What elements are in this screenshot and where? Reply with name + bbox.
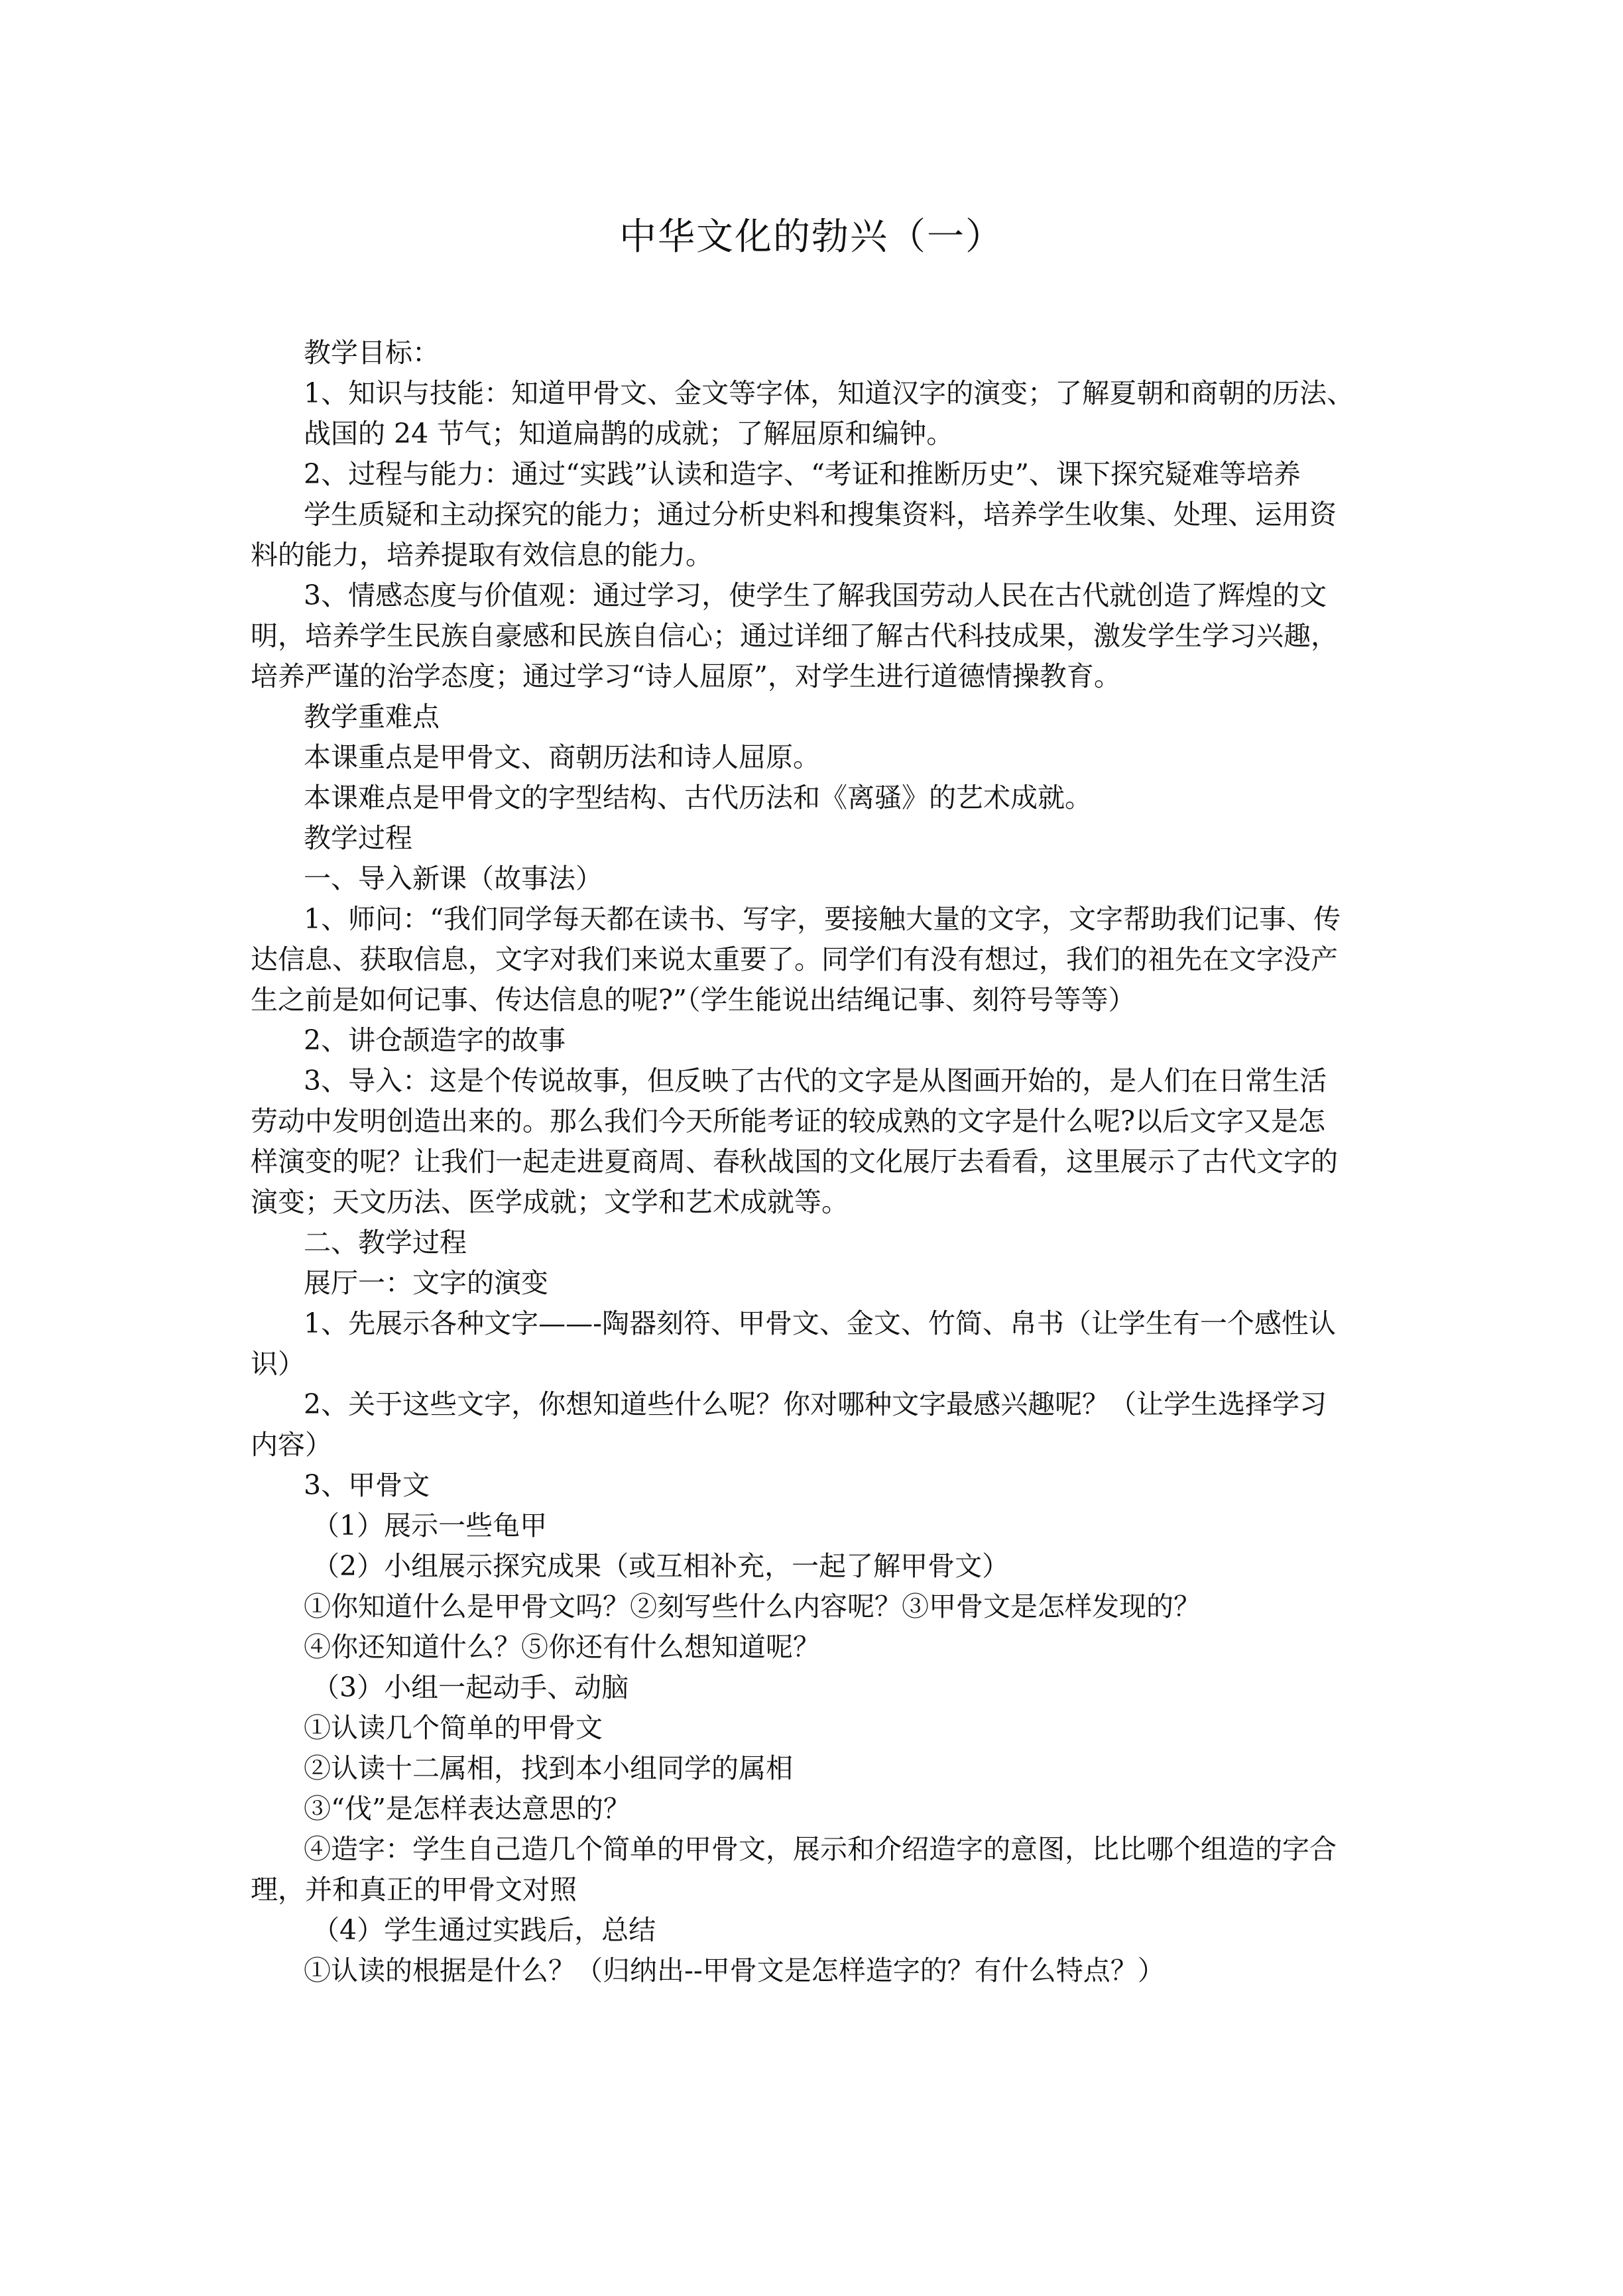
text-line: 3、甲骨文 xyxy=(304,1469,430,1501)
text-line: ④造字：学生自己造几个简单的甲骨文，展示和介绍造字的意图，比比哪个组造的字合 xyxy=(304,1833,1337,1865)
text-line: ②认读十二属相，找到本小组同学的属相 xyxy=(304,1752,793,1784)
text-line: 演变；天文历法、医学成就；文学和艺术成就等。 xyxy=(251,1186,849,1218)
text-line: ④你还知道什么？⑤你还有什么想知道呢？ xyxy=(304,1631,820,1663)
text-line: 展厅一：文字的演变 xyxy=(304,1267,548,1299)
text-line: 二、教学过程 xyxy=(304,1227,467,1258)
text-line: 3、情感态度与价值观：通过学习，使学生了解我国劳动人民在古代就创造了辉煌的文 xyxy=(304,579,1327,611)
text-line: （1）展示一些龟甲 xyxy=(312,1510,548,1541)
text-line: 生之前是如何记事、传达信息的呢?”（学生能说出结绳记事、刻符号等等） xyxy=(251,984,1136,1016)
text-line: 战国的 24 节气；知道扁鹊的成就；了解屈原和编钟。 xyxy=(304,418,954,450)
text-line: 本课难点是甲骨文的字型结构、古代历法和《离骚》的艺术成就。 xyxy=(304,782,1092,814)
text-line: 2、讲仓颉造字的故事 xyxy=(304,1024,566,1056)
text-line: 劳动中发明创造出来的。那么我们今天所能考证的较成熟的文字是什么呢?以后文字又是怎 xyxy=(251,1105,1325,1137)
text-line: 2、过程与能力：通过“实践”认读和造字、“考证和推断历史”、课下探究疑难等培养 xyxy=(304,458,1301,490)
text-line: 教学重难点 xyxy=(304,701,440,733)
text-line: 1、先展示各种文字——-陶器刻符、甲骨文、金文、竹简、帛书（让学生有一个感性认 xyxy=(304,1307,1336,1339)
text-line: ①你知道什么是甲骨文吗？②刻写些什么内容呢？③甲骨文是怎样发现的？ xyxy=(304,1591,1201,1622)
text-line: （4）学生通过实践后，总结 xyxy=(312,1914,656,1946)
text-line: 教学过程 xyxy=(304,822,412,854)
text-line: 理，并和真正的甲骨文对照 xyxy=(251,1874,577,1905)
text-line: ①认读几个简单的甲骨文 xyxy=(304,1712,603,1744)
text-line: 教学目标： xyxy=(304,337,440,369)
text-line: （3）小组一起动手、动脑 xyxy=(312,1671,629,1703)
text-line: 培养严谨的治学态度；通过学习“诗人屈原”，对学生进行道德情操教育。 xyxy=(251,660,1121,692)
text-line: ③“伐”是怎样表达意思的？ xyxy=(304,1793,631,1825)
text-line: 料的能力，培养提取有效信息的能力。 xyxy=(251,539,713,571)
text-line: 3、导入：这是个传说故事，但反映了古代的文字是从图画开始的，是人们在日常生活 xyxy=(304,1065,1327,1097)
document-title: 中华文化的勃兴（一） xyxy=(619,215,1004,259)
text-line: 一、导入新课（故事法） xyxy=(304,863,603,894)
text-line: 本课重点是甲骨文、商朝历法和诗人屈原。 xyxy=(304,741,820,773)
text-line: 明，培养学生民族自豪感和民族自信心；通过详细了解古代科技成果，激发学生学习兴趣， xyxy=(251,620,1338,652)
text-line: 内容） xyxy=(251,1429,332,1461)
text-line: 学生质疑和主动探究的能力；通过分析史料和搜集资料，培养学生收集、处理、运用资 xyxy=(304,499,1337,530)
text-line: 1、师问：“我们同学每天都在读书、写字，要接触大量的文字，文字帮助我们记事、传 xyxy=(304,903,1341,935)
text-line: 1、知识与技能：知道甲骨文、金文等字体，知道汉字的演变；了解夏朝和商朝的历法、 xyxy=(304,377,1354,409)
text-line: 2、关于这些文字，你想知道些什么呢？你对哪种文字最感兴趣呢？（让学生选择学习 xyxy=(304,1388,1327,1420)
text-line: ①认读的根据是什么？（归纳出--甲骨文是怎样造字的？有什么特点？） xyxy=(304,1955,1165,1986)
text-line: 识） xyxy=(251,1348,305,1380)
text-line: （2）小组展示探究成果（或互相补充，一起了解甲骨文） xyxy=(312,1550,1010,1582)
text-line: 达信息、获取信息，文字对我们来说太重要了。同学们有没有想过，我们的祖先在文字没产 xyxy=(251,943,1338,975)
text-line: 样演变的呢？让我们一起走进夏商周、春秋战国的文化展厅去看看，这里展示了古代文字的 xyxy=(251,1146,1338,1178)
